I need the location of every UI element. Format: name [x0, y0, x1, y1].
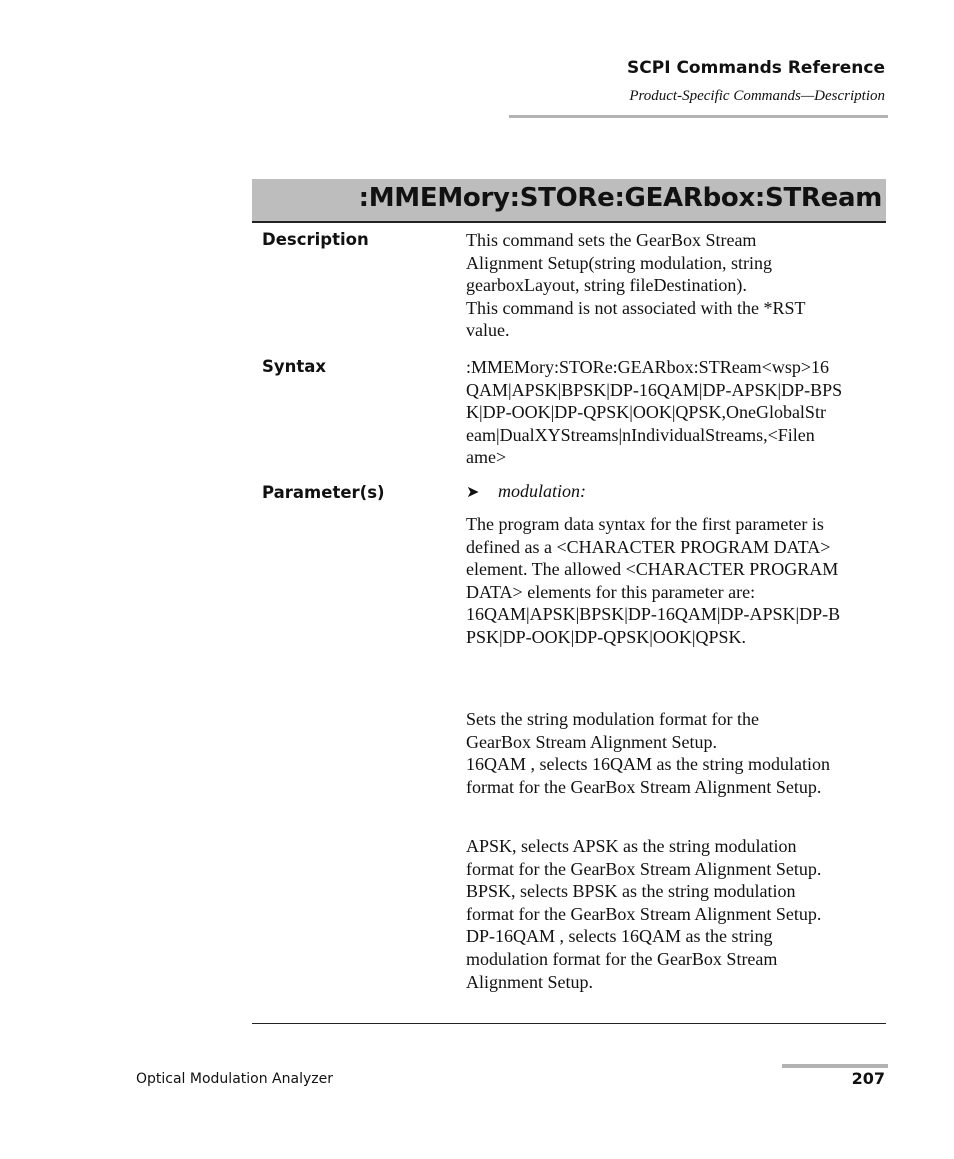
values-line: format for the GearBox Stream Alignment Setup.: [466, 903, 822, 924]
definition-line: defined as a <CHARACTER PROGRAM DATA>: [466, 536, 831, 557]
section-bottom-rule: [252, 1023, 886, 1024]
syntax-text: [466, 356, 886, 469]
syntax-line: ame>: [466, 447, 507, 468]
description-line: Alignment Setup(string modulation, string: [466, 252, 772, 273]
description-line: gearboxLayout, string fileDestination).: [466, 275, 747, 296]
parameter-usage: [466, 708, 886, 798]
usage-line: 16QAM , selects 16QAM as the string modulation: [466, 754, 830, 775]
description-label: Description: [262, 230, 369, 249]
description-line: This command is not associated with the *RST: [466, 297, 806, 318]
parameter-definition: [466, 513, 886, 649]
footer-rule: [782, 1064, 888, 1068]
usage-line: format for the GearBox Stream Alignment Setup.: [466, 776, 822, 797]
page-number: 207: [851, 1069, 885, 1088]
definition-line: The program data syntax for the first parameter is: [466, 514, 824, 534]
definition-line: element. The allowed <CHARACTER PROGRAM: [466, 559, 839, 580]
values-line: BPSK, selects BPSK as the string modulation: [466, 881, 796, 902]
description-line: This command sets the GearBox Stream: [466, 230, 757, 250]
description-line: value.: [466, 320, 510, 341]
header-title: SCPI Commands Reference: [627, 58, 885, 78]
command-title: :MMEMory:STORe:GEARbox:STReam: [358, 183, 882, 213]
values-line: format for the GearBox Stream Alignment Setup.: [466, 858, 822, 879]
syntax-line: eam|DualXYStreams|nIndividualStreams,<Filen: [466, 424, 815, 445]
parameter-name: modulation:: [498, 481, 586, 501]
header-subtitle: Product-Specific Commands—Description: [629, 88, 885, 104]
definition-line: 16QAM|APSK|BPSK|DP-16QAM|DP-APSK|DP-B: [466, 604, 841, 625]
arrow-bullet-icon: ➤: [466, 484, 480, 501]
header-rule: [509, 115, 888, 118]
footer-product: Optical Modulation Analyzer: [136, 1071, 333, 1087]
parameter-bullet: [466, 481, 586, 502]
syntax-label: Syntax: [262, 357, 327, 376]
usage-line: Sets the string modulation format for the: [466, 709, 759, 729]
parameter-values: [466, 835, 886, 993]
values-line: modulation format for the GearBox Stream: [466, 948, 778, 969]
values-line: Alignment Setup.: [466, 971, 593, 992]
definition-line: PSK|DP-OOK|DP-QPSK|OOK|QPSK.: [466, 626, 746, 647]
command-title-bar: [252, 179, 886, 223]
syntax-line: :MMEMory:STORe:GEARbox:STReam<wsp>16: [466, 357, 829, 377]
syntax-line: K|DP-OOK|DP-QPSK|OOK|QPSK,OneGlobalStr: [466, 402, 826, 423]
description-text: [466, 229, 886, 342]
parameters-label: Parameter(s): [262, 483, 385, 502]
values-line: APSK, selects APSK as the string modulation: [466, 836, 797, 856]
syntax-line: QAM|APSK|BPSK|DP-16QAM|DP-APSK|DP-BPS: [466, 379, 843, 400]
values-line: DP-16QAM , selects 16QAM as the string: [466, 926, 773, 947]
usage-line: GearBox Stream Alignment Setup.: [466, 731, 717, 752]
definition-line: DATA> elements for this parameter are:: [466, 581, 756, 602]
